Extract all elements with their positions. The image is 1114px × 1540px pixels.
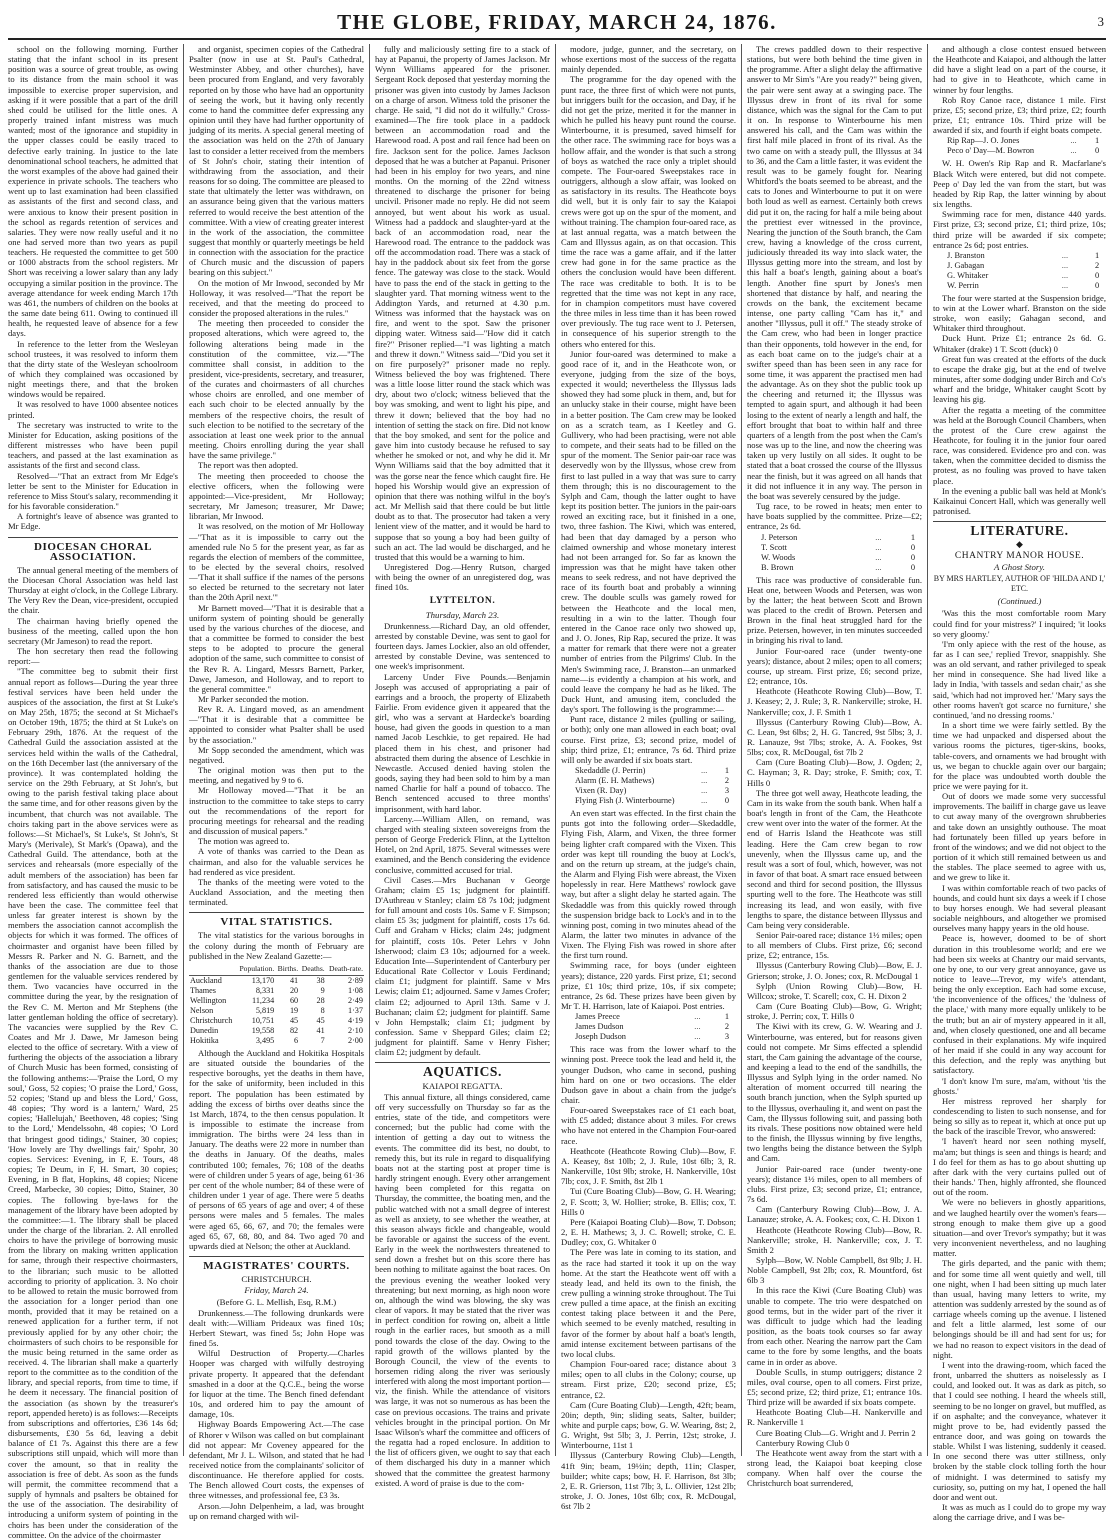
paragraph: Four-oared Sweepstakes race of £1 each boat, with £5 added; distance about 3 miles. For crews who have not entered in the Champion Four-oared race. <box>561 1105 736 1146</box>
paragraph: Drunkenness.—Richard Day, an old offender, arrested by constable Devine, was sent to gaol for fourteen days. James Lockier, also an old offender, arrested by constable Devine, was sentenced to one week's imprisonment. <box>375 620 550 672</box>
paragraph: The motion was agreed to. <box>198 836 290 847</box>
paragraph: Heathcote (Heathcote Rowing Club)—Bow, F. A. Keasey, 8st 10lb; 2, J. Rule, 10st 6lb; 3, R. Nankerville, 10st 9lb; stroke, H. Nankerville, 10st 7lb; cox, J. F. Smith, 8st 2lb 1 <box>561 1145 736 1187</box>
paragraph: and organist, specimen copies of the Cathedral Psalter (now in use at St. Paul's Cathedral, Westminster Abbey, and other churches), have been procured from England, and very favorably reported on by those who have had an opportunity of seeing the work, but it having only recently come to hand the committee defer expressing any opinion until they have had further opportunity of judging of its merits. A special general meeting of the association was held on the 27th of January last to consider a letter received from the members of St John's choir, stating their intention of withdrawing from the association, and their reasons for so doing. The committee are pleased to state that ultimately the letter was withdrawn, on an assurance being given that the various matters referred to would receive the best attention of the committee. With a view of creating greater interest in the work of the association, the committee suggest that monthly or quarterly meetings be held in connection with the association for the practice of Church music and the discussion of papers bearing on this subject." <box>189 44 364 278</box>
paragraph: Duck Hunt. Prize £1; entrance 2s 6d. G. Whitaker (drake) 1 T. Scott (duck) 0 <box>933 333 1106 354</box>
masthead-rule <box>8 38 1106 40</box>
paragraph: Civil Cases.—Mrs Buchanan v George Graham; claim £5 1s; judgment for plaintiff. D'Authreau v Stanley; claim £8 7s 10d; judgment for full amount and costs 10s. Same v F. Simpson; claim £5 3s; judgment for plaintiff, costs 17s 6d. Cuff and Graham v Hicks; claim 24s; judgment for plaintiff, costs 10s. Peter Lehrs v John Isherwood; claim £3 10s; adjourned for a week. Education Inte—Superintendent of Canterbury per Educational Rate Collector v Louis Ferdinand; claim £1; judgment for plaintiff. Same v Mrs Lewis; claim £1; adjourned. Same v James Crofer; claim £2; adjourned to April 13th. Same v J. Buchanan; claim £2; judgment for plaintiff. Same v John Hempstalk; claim £1; judgment by confession. Same v Sheppard Giles; claim £2; judgment for plaintiff. Same v Henry Fisher; claim £2; judgment by default. <box>375 874 550 1058</box>
paragraph: The Kiwi with its crew, G. W. Wearing and J. Winterbourne, was entered, but for reasons given could not compete. Mr Sims effected a splendid start, the Cam gaining the advantage of the course, and keeping a lead to the end of the sandhills, the Illyssus and Sylph lying in the order named. No alteration of moment occurred till nearing the south branch junction, when the Sylph spurted up to the Illyssus, overhauling it, and went on past the Cam, the Illyssus following suit, and passing both its rivals. These positions now obtained were held to the finish, the Illyssus winning by five lengths, two lengths being the distance between the Sylph and Cam. <box>747 1021 922 1164</box>
leader-dots: ... <box>1061 260 1069 270</box>
table-cell: 2·00 <box>347 1035 363 1045</box>
table-cell: 20 <box>289 985 299 995</box>
section-rule <box>189 912 364 913</box>
paragraph: Tug race, to be rowed in heats; men enter to have boats supplied by the committee. Prize—£2; entrance, 2s 6d. <box>747 501 922 532</box>
table-cell: 8 <box>320 1005 325 1015</box>
paragraph: Mr Holloway moved—"That it be an instruction to the committee to take steps to carry out the recommendations of the report for procuring meetings for rehearsal and the reading and discussion of musical papers." <box>189 785 364 837</box>
paragraph: Arson.—John Delpenheim, a lad, was brought up on remand charged with wil- <box>189 1500 364 1521</box>
result-entrant: Flying Fish (J. Winterbourne) <box>575 796 675 806</box>
paragraph: The original motion was then put to the meeting, and negatived by 9 to 6. <box>189 765 364 786</box>
paragraph: The programme for the day opened with the punt race, the three first of which were not punts, but inriggers built for the occasion, and Day, if he did not get the prize, merited it for the manner in which he pulled his heavy punt round the course. Winterbourne, it is presumed, saved himself for the other race. The swimming race for boys was a hollow affair, and the wonder is that such a strong of boys as watched the race only a triplet should compete. The Four-oared Sweepstakes race in outriggers, although a slow affair, was looked on as satisfactory in its results. The Heathcote boys did well, but it is only fair to say the Kaiapoi crews were got up on the spur of the moment, and without training. The champion four-oared race, as at last annual regatta, was a match between the Cam and Illyssus again, as on that occasion. This time the race was a game affair, and if the latter crew had gone in for the same practice as the others the conclusion would have been different. The race was creditable to both. It is to be regretted that the time was not kept in any race, for in champion competitors must have covered the three miles in less time than it has been rowed over previously. The tug race went to J. Petersen, in consequence of his superior strength to the others who entered for this. <box>561 74 736 349</box>
paragraph: Junior Pair-oared race (under twenty-one years); distance 1½ miles, open to all members of clubs. First prize, £3; second prize, £1; entrance, 7s 6d. <box>747 1163 922 1205</box>
table-cell: 1·08 <box>347 985 363 995</box>
paragraph: Illyssus (Canterbury Rowing Club)—Bow, A. C. Lean, 9st 6lbs; 2, H. G. Tancred, 9st 5lbs; 3, J. R. Lanauze, 9st 7lbs; stroke, A. A. Fookes, 9st 5lbs; cox, R. McDougal, 6st 7lb 2 <box>747 716 922 758</box>
result-entrant: James Preece <box>575 1012 620 1022</box>
paragraph: The hon secretary then read the following report:— <box>8 646 178 667</box>
paragraph: Sylph (Union Rowing Club)—Bow, H. Willcox; stroke, T. Scarell; cox, C. H. Dixon 2 <box>747 980 922 1001</box>
table-cell: 5,819 <box>255 1005 275 1015</box>
paragraph: Although the Auckland and Hokitika Hospitals are situated outside the boundaries of the respective boroughs, yet the deaths in them have, for the sake of uniformity, been included in this report. The population has been estimated by adding the excess of births over deaths since the 1st March, 1874, to the then census population. It is impossible to estimate the increase from immigration. The births were 24 less than in January. The deaths were 22 more in number than the deaths in January. Of the deaths, males contributed 100; females, 76; 108 of the deaths were of children under 5 years of age, being 61·36 per cent of the whole number; 84 of these were of children under 1 year of age. There were 5 deaths of persons of 65 years of age and over; 4 of these persons were males and 5 females. The males were aged 65, 66, 67, and 70; the females were aged 65, 67, 68, 80, and 84. Two aged 70 and upwards died at Nelson; the other at Auckland. <box>189 1047 364 1251</box>
regatta-end-text-b <box>933 158 1106 249</box>
results-men-swim <box>947 251 1099 291</box>
table-cell: 82 <box>289 1025 299 1035</box>
school-committee-text <box>8 44 178 532</box>
paragraph: 'I'm only apiece with the rest of the house, as far as I can see,' replied Trevor, snappishly. She was an old servant, and rather privileged to speak her mind in consequence. She had lived like a lady in India, 'with tassels and sedan chair,' as she said, 'which had not improved her.' 'Mary says the other rooms haven't got scarce no furniture,' she continued, 'and no dressing rooms.' <box>933 638 1106 720</box>
courts-text <box>189 1308 364 1521</box>
paragraph: A vote of thanks was carried to the Dean as chairman, and also for the valuable services he had rendered as vice president. <box>189 846 364 877</box>
story-text <box>933 608 1106 1522</box>
paragraph: Larceny.—William Allen, on remand, was charged with stealing sixteen sovereigns from the person of George Frederick Flinn, at the Lyttelton Hotel, on 2nd April, 1875. Several witnesses were examined, and the Bench considering the evidence conclusive, committed accused for trial. <box>375 813 550 875</box>
column-5 <box>747 44 922 1489</box>
paragraph: A fortnight's leave of absence was granted to Mr Edge. <box>8 511 178 532</box>
results-punt-race <box>575 766 729 806</box>
table-cell: 2·49 <box>347 995 363 1005</box>
paragraph: Drunkenness.—The following drunkards were dealt with:—William Prideaux was fined 10s; Herbert Stewart, was fined 5s; John Hope was fined 5s. <box>189 1307 364 1349</box>
table-cell: 6 <box>294 1035 299 1045</box>
leader-dots: ... <box>875 532 882 542</box>
table-cell: 41 <box>289 975 299 985</box>
result-place: 1 <box>1095 136 1100 146</box>
section-rule <box>8 537 178 538</box>
result-row <box>575 1012 729 1022</box>
leader-dots: ... <box>875 542 882 552</box>
result-entrant: W. Perrin <box>947 280 979 290</box>
result-place: 1 <box>910 532 915 542</box>
paragraph: The three got well away, Heathcote leading, the Cam in its wake from the south bank. When half a boat's length in front of the Cam, the Heathcote crew went over into the water of the former. At the end of Harris Island the Heathcote was still leading. Here the Cam crew began to row unevenly, when the Illyssus came up, and the result was a sort of foul, which, however, was not in favor of that boat. A smart race ensued between second and third for second position, the Illyssus spurting well to the fore. The Heathcote was still increasing its lead, and won easily, with five lengths to spare, the distance between Illyssus and Cam being very considerable. <box>747 787 922 930</box>
paragraph: The meeting then proceeded to choose the elective officers, when the following were appointed:—Vice-president, Mr Holloway; secretary, Mr Jameson; treasurer, Mr Dawe; librarian, Mr Inwood. <box>189 470 364 522</box>
result-entrant: G. Whitaker <box>947 270 989 280</box>
regatta-end-text-c <box>933 293 1106 516</box>
table-cell: 2·10 <box>347 1025 363 1035</box>
regatta-text-c <box>561 1044 736 1511</box>
table-header <box>189 963 236 976</box>
result-row <box>575 766 729 776</box>
result-row <box>575 776 729 786</box>
table-cell: 2·89 <box>347 975 363 985</box>
table-row <box>189 1026 364 1036</box>
table-cell: 60 <box>289 995 299 1005</box>
paragraph: Canterbury Rowing Club 0 <box>756 1437 850 1448</box>
section-heading-choral: DIOCESAN CHORAL ASSOCIATION. <box>33 540 153 563</box>
result-entrant: T. Scott <box>761 542 787 552</box>
paragraph: The secretary was instructed to write to the Minister for Education, asking positions of the different mistresses who have been pupil teachers, and passed at the last examination as assistants of the first and second class. <box>8 419 178 471</box>
column-divider <box>927 44 928 1456</box>
column-4 <box>561 44 736 1512</box>
table-cell: Wellington <box>190 995 227 1005</box>
paragraph: The Pere was late in coming to its station, and as the race had started it took it up on the way home. At the start the Heathcote went off with a steady lead, and held its own to the finish, the crew pulling a winning stroke throughout. The Tui crew pulled a time apace, at the finish an exciting contest taking place between it and the Pere, which seemed to be evenly matched, resulting in favor of the former by about half a boat's length, amid intense excitement between partisans of the two local clubs. <box>561 1247 736 1359</box>
result-entrant: J. Gabagan <box>947 260 985 270</box>
regatta-end-text <box>933 44 1106 135</box>
table-cell: Christchurch <box>190 1015 233 1025</box>
paragraph: The report was then adopted. <box>198 460 298 471</box>
section-rule <box>189 1256 364 1257</box>
section-heading-vital: VITAL STATISTICS. <box>220 916 333 929</box>
table-cell: Auckland <box>190 975 222 985</box>
leader-dots: ... <box>701 796 708 806</box>
column-divider <box>369 44 370 1456</box>
paragraph: An even start was effected. In the first chain the punts got into the following order—Skedaddle, Flying Fish, Alarm, and Vixen, the three former being lighter craft compared with the Vixen. This order was kept till rounding the buoy at Lock's, and on the return up stream, at the judge's chain, the Alarm and Flying Fish were abreast, the Vixen hopelessly in rear. Here Matthews' rowlock gave way, but after a slight delay he started again. The Skedaddle was from this quickly rowed through the suspension bridge back to Lock's and in to the winning post, coming in two minutes ahead of the Alarm, the latter two minutes in advance of the Vixen. The Flying Fish was rowed in shore after the first turn round. <box>561 808 736 961</box>
paragraph: Cam (Cure Boating Club)—Bow, J. Ogden; 2, C. Hayman; 3, R. Day; stroke, F. Smith; cox, T. Hills 0 <box>747 757 922 788</box>
paragraph: In a short time we were fairly settled. By the time we had unpacked and dispersed about the various rooms the pictures, tiger-skins, books, table-covers, and ornaments we had brought with us, we began to chuckle again over our bargain; for the place was undoubted worth double the price we were paying for it. <box>933 720 1106 791</box>
results-tug-race <box>761 533 915 573</box>
page-number: 3 <box>1097 14 1104 29</box>
vital-statistics-text <box>189 1048 364 1251</box>
result-row <box>575 1022 729 1032</box>
paragraph: In reference to the letter from the Wesleyan school trustees, it was resolved to inform them that the dirty state of the Wesleyan schoolroom of which they complained was occasioned by night meetings there, and that the broken windows would be repaired. <box>8 338 178 400</box>
leader-dots: ... <box>1061 270 1069 280</box>
table-cell: 4·19 <box>347 1015 363 1025</box>
paragraph: Junior four-oared was determined to make a good race of it, and in the Heathcote won, or everyone, judging from the size of the boys, expected it would; nevertheless the Illyssus lads showed they had some pluck in them, and, but for an unlucky stake in their course, might have been in a better position. The Cam crew may be looked on as a scratch team, as I Keetley and G. Gullivery, who had been practising, were not able to compete, and their seats had to be filled on the spur of the moment. The Senior pair-oar race was deservedly won by the Illyssus, whose crew from first to last pulled in a way that was sure to carry them through; this is no discouragement to the Sylph and Cam, though the latter ought to have kept its position better. The juniors in the pair-oars rowed an exciting race, but it finished in a one, two, three fashion. The Kiwi, which was entered, had been that day damaged by a person who claimed ownership and whose monetary interest had not been arranged for. So far as known the impression was that he might have taken other means to seek redress, and not have deprived the race of its fourth boat and probably a winning crew. The double sculls was gamely rowed for between the Heathcote and the local men, resulting in a win to the latter. Though four entered in the Canoe race only two showed up, and J. O. Jones, Rip Rap, secured the prize. It was a matter for remark that there were not a greater number of entries from the Pilgrims' Club. In the Men's Swimming race, J. Branston—an unmarked name—is evidently a champion at his work, and could leave the company he had as he liked. The Duck Hunt, and amusing item, concluded the day's sport. The following is the programme:— <box>561 348 736 715</box>
result-row <box>947 136 1099 146</box>
aquatics-text <box>375 1092 550 1488</box>
table-cell: 45 <box>316 1015 325 1025</box>
table-cell: 13,170 <box>251 975 275 985</box>
paragraph: Mr Sopp seconded the amendment, which was negatived. <box>189 744 364 765</box>
paragraph: W. H. Owen's Rip Rap and R. Macfarlane's Black Witch were entered, but did not compete. Peep o' Day led the van from the start, but was headed by Rip Rap, the latter winning by about six lengths. <box>933 158 1106 210</box>
result-row <box>947 261 1099 271</box>
result-row <box>575 796 729 806</box>
result-entrant: James Dudson <box>575 1022 624 1032</box>
paragraph: Illyssus (Canterbury Rowing Club)—Bow, E. J. Grierson; stroke, J. O. Jones; cox, R. McDougal 1 <box>747 960 922 981</box>
paragraph: Her mistress reproved her sharply for condescending to listen to such nonsense, and for being so silly as to repeat it, which at once put up the back of the irascible Trevor, who answered: <box>933 1095 1106 1137</box>
paragraph: Out of doors we made some very successful improvements. The bailiff in charge gave us leave to cut away many of the overgrown shrubberies and take down an unsightly outhouse. The moat had fortunately been filled up years before in front of the windows; and we did not object to the portion of it which still remained between us and the stables. The place seemed to agree with us, and we grew to like it. <box>933 791 1106 883</box>
result-place: 3 <box>724 1032 729 1042</box>
result-row <box>761 563 915 573</box>
table-header: Births. <box>275 963 299 976</box>
result-place: 0 <box>1095 280 1100 290</box>
leader-dots: ... <box>875 552 882 562</box>
paragraph: Pere (Kaiapoi Boating Club)—Bow, T. Dobson; 2, E. H. Mathews; 3, J. C. Rowell; stroke, C. E. Dudley; cox, G. Whitaker 0 <box>561 1216 736 1248</box>
paragraph: Cure Boating Club—G. Wright and J. Perrin 2 <box>756 1427 916 1438</box>
result-row <box>761 533 915 543</box>
leader-dots: ... <box>1061 250 1069 260</box>
paragraph: 'I don't know I'm sure, ma'am, without 'tis the ghosts.' <box>933 1075 1106 1096</box>
paragraph: The Heathcote went away from the start with a strong lead, the Kaiapoi boat keeping close company. When half over the course the Christchurch boat surrendered, <box>747 1447 922 1489</box>
paragraph: and although a close contest ensued between the Heathcote and Kaiapoi, and although the latter did have a slight lead on a part of the course, it had to give in to Heathcote, which came in winner by four lengths. <box>933 44 1106 95</box>
courts-date: Friday, March 24. <box>244 1285 309 1296</box>
regatta-results-text <box>747 575 922 1489</box>
paragraph: I went into the drawing-room, which faced the front, unbarred the shutters as noiselessly as I could, and looked out. It was as dark as pitch, so that I could see nothing. I heard the wheels still, seeming to be no longer on gravel, but muffled, as if on asphalte; and the conveyance, whatever it might prove to be, had evidently passed the entrance door, and was going on towards the stable. Whilst I was listening, suddenly it ceased. In one second there was utter stillness, only broken by the stable clock tolling forth the hour of midnight. I was determined to satisfy my curiosity, so, putting on my hat, I opened the hall door and went out. <box>933 1359 1106 1502</box>
paragraph: Heathcote (Heathcote Rowing Club)—Bow, R. Nankerville; stroke, H. Nankerville; cox, J. T. Smith 2 <box>747 1224 922 1255</box>
table-cell: 1·37 <box>347 1005 363 1015</box>
paragraph: The four were started at the Suspension bridge, to win at the Lower wharf. Branston on the side stroke, won easily; Gahagan second, and Whitaker third throughout. <box>933 292 1106 334</box>
table-cell: Thames <box>190 985 216 995</box>
paragraph: Mr Parker seconded the motion. <box>198 694 309 704</box>
column-divider <box>183 44 184 1456</box>
table-cell: 9 <box>320 985 325 995</box>
result-place: 0 <box>910 552 915 562</box>
table-cell: 3,495 <box>255 1035 275 1045</box>
result-entrant: Alarm (E. H. Mathews) <box>575 776 655 786</box>
table-header: Death-rate. <box>326 963 364 976</box>
paragraph: Sylph—Bow, W. Noble Campbell, 8st 9lb; J. H. Noble Campbell, 9st 2lb; cox, R. Mountford, 6st 6lb 3 <box>747 1254 922 1286</box>
champion-race-text <box>747 44 922 532</box>
story-continued: (Continued.) <box>997 596 1042 607</box>
story-byline: BY MRS HARTLEY, AUTHOR OF 'HILDA AND I,' ETC. <box>933 573 1106 594</box>
table-header: Deaths. <box>299 963 326 976</box>
table-cell: 19 <box>289 1005 299 1015</box>
paragraph: The chairman having briefly opened the business of the meeting, called upon the hon secretary (Mr Jameson) to read the report. <box>8 615 178 646</box>
column-divider <box>555 44 556 1456</box>
table-cell: Hokitika <box>190 1035 219 1045</box>
paragraph: Wilful Destruction of Property.—Charles Hooper was charged with wilfully destroying private property. It appeared that the defendant smashed in a door at the Q.C.E., being the worse for liquor at the time. The Bench fined defendant 10s, and ordered him to pay the amount of damage, 10s. <box>189 1348 364 1420</box>
choral-association-continued <box>189 44 364 907</box>
table-row <box>189 975 364 986</box>
result-place: 0 <box>1095 146 1100 156</box>
paragraph: Highway Boards Empowering Act.—The case of Rhorer v Wilson was called on but complainant did not appear: Mr Coveney appeared for the defendant, Mr J. L. Wilson, and stated that he had received notice from the complainants' solicitor of discontinuance. He therefore applied for costs. The Bench allowed Court costs, the expenses of three witnesses, and professional fee, £3 3s. <box>189 1419 364 1501</box>
paragraph: Cam (Cure Boating Club)—Bow, G. Wright; stroke, J. Perrin; cox, T. Hills 0 <box>747 1001 922 1022</box>
result-place: 1 <box>1095 250 1100 260</box>
paragraph: This race was productive of considerable fun. Heat one, between Woods and Petersen, was won by the latter; the heat between Scott and Brown was placed to the credit of Brown. Petersen and Brown in the final heat struggled hard for the prize. Petersen, however, in ten minutes succeeded in bringing his rival to land. <box>747 574 922 646</box>
paragraph: Rob Roy Canoe race, distance 1 mile. First prize, £5; second prize, £3; third prize, £2; fourth prize, £1; entrance 10s. Third prize will be awarded if six, and fourth if eight boats compete. <box>933 94 1106 136</box>
leader-dots: ... <box>694 1022 701 1032</box>
leader-dots: ... <box>694 1012 701 1022</box>
leader-dots: ... <box>875 562 882 572</box>
paragraph: Heathcote Boating Club—H. Nankerville and R. Nankerville 1 <box>747 1407 922 1428</box>
result-entrant: W. Woods <box>761 552 796 562</box>
paragraph: Senior Pair-oared race; distance 1½ miles; open to all members of Clubs. First prize, £6; second prize, £2; entrance, 15s. <box>747 929 922 961</box>
paragraph: We were no believers in ghostly apparitions, and we laughed heartily over the women's fears—strong enough to make them give up a good situation—and over Trevor's sympathy; but it was very inconvenient nevertheless, and no laughing matter. <box>933 1197 1106 1259</box>
paragraph: The girls departed, and the panic with them; and for some time all went quietly and well, till one night, when I had been sitting up much later than usual, having many letters to write, my attention was suddenly arrested by the sound as of carriage wheels coming up the avenue. I listened and felt a little alarmed, lest some of our belongings should be ill and had sent for us; for we had no reason to expect visitors in the dead of night. <box>933 1258 1106 1360</box>
result-entrant: Rip Rap—J. O. Jones <box>947 136 1020 146</box>
leader-dots: ... <box>1070 146 1077 156</box>
paragraph: Peace is, however, doomed to be of short duration in this troublesome world; and ere we had been six weeks at Chantry our maid servants, one by one, to our very great annoyance, gave us notice to leave—Trevor, my wife's attendant, being the only exception. Each had some excuse, 'the inconvenience of the offices,' the 'dulness of the place,' with many more equally unlikely to be the truth; but an air of mystery appeared in it all, and, when closely questioned, one and all became confused in their explanations. My wife inquired of her maid if she could in any way account for this defection, and the reply was anything but satisfactory. <box>933 933 1106 1076</box>
column-divider <box>741 44 742 1456</box>
paragraph: "The committee beg to submit their first annual report as follows—During the year three festival services have been held under the auspices of the association, the first at St Luke's on May 25th, 1875; the second at St Michael's on October 19th, 1875; the third at St Luke's on February 29th, 1876. At the request of the Cathedral Guild the association assisted at the services held within the walls of the Cathedral, on the 16th December last (the anniversary of the province). It was contemplated holding the service on the 29th February, at St John's, but owing to the parish festival taking place about the same time, and for other reasons given by the incumbent, that church was not available. The choirs taking part in the above services were as follows:—St Michael's, St Luke's, St John's, St Mary's (Merivale), St Mark's (Opawa), and the Cathedral Guild. The attendance, both at the services and rehearsals (more especially of the adult members of the association) has been far from satisfactory, and has caused the music to be rendered less efficiently than would otherwise have been the case. The committee feel that unless far greater interest is shown by the members the association cannot accomplish the objects for which it was formed. The offices of choirmaster and organist have been filled by Messrs R. Parker and N. G. Barnett, and the thanks of the association are due to those gentlemen for the valuable services rendered by them. Two vacancies have occurred in the committee during the year, by the resignation of the Rev C. M. Merton and Mr Stephens (the latter gentleman holding the office of secretary). The vacancies were supplied by the Rev C. Coates and Mr J. Dawe, Mr Jameson being elected to the office of secretary. With a view of furthering the objects of the association a library of Church Music has been formed, consisting of the following anthems:—'Praise the Lord, O my soul,' Goss, 52 copies; 'O praise the Lord,' Goss, 52 copies; 'Stand up and bless the Lord,' Goss, 48 copies; 'Thy word is a lantern,' Ward, 25 copies; 'Hallelujah,' Beethoven, 48 copies; 'Sing to the Lord,' Mendelssohn, 48 copies; 'O Lord that bringest good tidings,' Stainer, 30 copies; 'How lovely are Thy dwellings fair,' Spohr, 30 copies. Services: Evening, in F, E. Tours, 48 copies; Te Deum, in F, H. Smart, 30 copies; Evening, in B flat, Hopkins, 48 copies; Nicene Creed, Marbecke, 30 copies; Ditto, Stainer, 30 copies. The following bye-laws for the management of the library have been adopted by the committee:—1. The library shall be placed under the charge of the librarian. 2. All enrolled choirs to have the privilege of borrowing music from the library on making written application for same, through their respective choirmasters, to the librarian; such music to be allotted according to priority of application. 3. No choir to be allowed to retain the music borrowed from the association for a longer period than one month, provided that it may be retained on a renewed application for a further term, if not previously applied for by any other choir; the choirmasters of such choirs to be responsible for the music being returned in the same order as received. 4. The librarian shall make a quarterly report to the committee as to the condition of the library, and special reports, from time to time, if he deem it necessary. The financial position of the association (as shown by the treasurer's report, appended hereto) is as follows:—Receipts from subscriptions and offertories, £36 14s 6d; disbursements, £30 5s 6d, leaving a debit balance of £1 7s. Against this there are a few subscriptions still unpaid, which will more than cover the amount, so that in reality the association is free of debt. As soon as the funds will permit, the committee recommend that a supply of hymnals and psalters be obtained for the use of the association. The desirability of introducing a uniform system of pointing in the choirs has been under the consideration of the committee. On the advice of the choirmaster <box>8 666 178 1540</box>
table-row <box>189 996 364 1006</box>
paragraph: In this race the Kiwi (Cure Boating Club) was unable to compete. The trio were despatched on good terms, but in the wider part of the river it was difficult to judge which had the leading position, as the boats took courses so far away from each other. Nearing the narrow part the Cam came to the fore by some lengths, and the boats came in in order as above. <box>747 1285 922 1367</box>
newspaper-title: THE GLOBE, FRIDAY, MARCH 24, 1876. <box>337 10 777 34</box>
result-row <box>761 543 915 553</box>
result-place: 2 <box>724 776 729 786</box>
result-place: 0 <box>910 562 915 572</box>
leader-dots: ... <box>1061 280 1069 290</box>
paragraph: In the evening a public ball was held at Monk's Kaikainui Concert Hall, which was generally well patronised. <box>933 485 1106 517</box>
ornament-diamond-icon: ◆ <box>1016 539 1023 550</box>
vital-intro: The vital statistics for the various boroughs in the colony during the month of February are published in the New Zealand Gazette:— <box>189 930 364 961</box>
result-entrant: J. Peterson <box>761 532 798 542</box>
newspaper-page <box>8 44 1106 1540</box>
section-rule <box>933 521 1106 522</box>
table-cell: 45 <box>289 1015 299 1025</box>
lyttelton-date: Thursday, March 23. <box>425 609 500 620</box>
result-place: 2 <box>724 1022 729 1032</box>
paragraph: Junior Four-oared race (under twenty-one years); distance, about 2 miles; open to all comers; course, up stream. First prize, £6; second prize, £2; entrance, 10s. <box>747 645 922 687</box>
result-place: 1 <box>724 1012 729 1022</box>
result-place: 0 <box>1095 270 1100 280</box>
results-boys-swim <box>575 1012 729 1042</box>
paragraph: Larceny Under Five Pounds.—Benjamin Joseph was accused of appropriating a pair of earrings and a brooch, the property of Elizabeth Fairlie. From evidence given it appeared that the girl, who was a servant at Hardecke's boarding house, had given the goods in question to a man named Jacob Leschkie, to get repaired. He had placed them in his chest, and prisoner had abstracted them during the absence of Leschkie in Newcastle. Accused denied having stolen the goods, saying they had been sold to him by a man named Charlie for half a pound of tobacco. The Bench sentenced accused to three months' imprisonment, with hard labor. <box>375 671 550 814</box>
paragraph: Mr Barnett moved—"That it is desirable that a uniform system of pointing should be generally used by the various churches of the diocese, and that a committee be formed to consider the best steps to be adopted to procure the general adoption of the same, such committee to consist of the Rev R. A. Lingard, Messrs Barnett, Parker, Dawe, Jameson, and Holloway, and to report to the general committee." <box>189 602 364 694</box>
arson-case-text <box>375 44 550 592</box>
result-entrant: Peco o' Day—M. Bowron <box>947 146 1035 156</box>
section-heading-aquatics: AQUATICS. <box>422 1064 503 1080</box>
paragraph: Swimming race for men, distance 440 yards. First prize, £3; second prize, £1; third prize, 10s; third prize will be awarded if six compete; entrance 2s 6d; post entries. <box>933 209 1106 250</box>
result-entrant: J. Branston <box>947 250 985 260</box>
table-cell: 8,331 <box>255 985 275 995</box>
result-row <box>761 553 915 563</box>
table-cell: 7 <box>320 1035 325 1045</box>
result-place: 3 <box>724 786 729 796</box>
paragraph: 'I haven't heard nor seen nothing myself, ma'am; but things is seen and things is heard; and I do feel for them as has to go about shutting up after dark with the very curtains pulled out of their hands.' Then, highly affronted, she flounced out of the room. <box>933 1136 1106 1198</box>
regatta-text-b <box>561 808 736 1011</box>
result-entrant: B. Brown <box>761 562 794 572</box>
table-cell: 28 <box>316 995 325 1005</box>
story-subtitle: A Ghost Story. <box>994 561 1045 572</box>
result-row <box>947 281 1099 291</box>
paragraph: The annual general meeting of the members of the Diocesan Choral Association was held last Thursday at eight o'clock, in the College Library. The Very Rev the Dean, vice-president, occupied the chair. <box>8 564 178 616</box>
paragraph: Great fun was created at the efforts of the duck to escape the drake gig, but at the end of twelve minutes, after some dodging under Birch and Co's wharf and the bridge, Whitaker caught Scott by leaving his gig. <box>933 353 1106 405</box>
paragraph: 'Was this the most comfortable room Mary could find for your mistress?' I inquired; 'it looks so very gloomy.' <box>933 608 1106 639</box>
paragraph: school on the following morning. Further stating that the infant school in its present position was a source of great trouble, as owing to its distance from the main school it was impossible to exercise proper supervision, and asking if it were possible that a part of the drill shed could be utilised for the little ones. A properly trained infant mistress was much wanted; most of the ignorance and stupidity in the upper classes could be easily traced to defective early training. In justice to the late denominational school teachers, he admitted that the worst examples of the above had gained their experience in private schools. The teachers who went up to last examination had been classified as assistants of the first and second class, and were anxious to know their present position in the school as regards retention of services and salaries. They were now really useful and it no one had served more than two years as pupil teachers. He requested the committee to get 500 or 1000 abstracts from the school registers. Mr Short was receiving a lower salary than any lady occupying a similar position in the province. The average attendance for week ending March 17th was 461, the numbers of children on the books at the same date being 611. Owing to continued ill health, he requested leave of absence for a few days. <box>8 44 178 339</box>
result-row <box>575 1032 729 1042</box>
paragraph: Punt race, distance 2 miles (pulling or sailing, or both); only one man allowed in each boat; oval course. First prize, £3; second prize, model of ship; third prize, £1; entrance, 7s 6d. Third prize will only be awarded if six boats start. <box>561 714 736 765</box>
section-heading-courts: MAGISTRATES' COURTS. <box>203 1260 350 1273</box>
paragraph: After the regatta a meeting of the committee was held at the Borough Council Chambers, when the protest of the Cure crew against the Heathcote, for fouling it in the junior four oared race, was considered. Evidence pro and con. was taken, when the committee decided to dismiss the protest, as no fouling was proved to have taken place. <box>933 404 1106 486</box>
leader-dots: ... <box>701 766 708 776</box>
aquatics-subheading: KAIAPOI REGATTA. <box>422 1080 503 1091</box>
results-canoe-race <box>947 136 1099 156</box>
paragraph: Illyssus (Canterbury Rowing Club)—Length, 41ft 9in; beam, 19½in; depth, 11in; Clasper, builder; white caps; bow, H. F. Harrison, 8st 3lb; 2, E. R. Grierson, 11st 7lb; 3, L. Ollivier, 12st 2lb; stroke, J. O. Jones, 10st 6lb; cox, R. McDougal, 6st 7lb 2 <box>561 1450 736 1512</box>
paragraph: This annual fixture, all things considered, came off very successfully on Thursday so far as the entries, state of the tide, and competitors were concerned; but the public had come with the intention of getting a day out to witness the events. The committee did its best, no doubt, to remedy this, but its rule in regard to disqualifying boats not at the starting post at proper time is hardly stringent enough. Every other arrangement having been completed for this regatta on Thursday, the committee, the boating men, and the public watched with not a small degree of interest as well as anxiety, to see whether the weather, at this season always fickle and changeable, would be favorable or against the success of the event. Early in the week the northwesters threatened to send down a freshet but on this score there has been nothing to militate against the boat races. On the previous evening the weather looked very threatening; but next morning, as high noon wore on, although the wind was blowing, the sky was clear of vapors. It may be stated that the river was in perfect condition for rowing on, albeit a little rough in the earlier races, but smooth as a mill pond towards the close of the day. Owing to the rapid growth of the willows planted by the Borough Council, the view of the events to horsemen riding along the river was seriously interfered with along the most important portion—viz, the finish. While the attendance of visitors was large, it was not so numerous as has been the case on previous occasions. The trains and private vehicles brought in the principal portion. On Mr Isaac Wilson's wharf the committee and officers of the regatta had a roped enclosure. In addition to the list of officers given, we ought to say that each of them discharged his duty in a manner which showed that the committee the greatest harmony existed. A word of praise is due to the com- <box>375 1091 550 1488</box>
paragraph: It was as much as I could do to grope my way along the carriage drive, and I was be- <box>933 1502 1106 1523</box>
table-row <box>189 1036 364 1046</box>
paragraph: It was resolved to have 1000 absentee notices printed. <box>8 399 178 420</box>
paragraph: fully and maliciously setting fire to a stack of hay at Papanui, the property of James Jackson. Mr Wynn Williams appeared for the prisoner. Sergeant Rock deposed that yesterday morning the prisoner was given into custody by James Jackson on a charge of arson. Witness told the prisoner the charge. He said, "I did not do it wilfully." Cross-examined—The fire took place in a paddock between an accommodation road and the Harewood road. A post and rail fence had been on fire. Jackson sent for the police. James Jackson deposed that he was a butcher at Papanui. Prisoner had been in his employ for two years, and nine months. On the morning of the 22nd witness threatened to discharge the prisoner for being uncivil. Prisoner made no reply. He did not seem annoyed, but went about his work as usual. Witness had a paddock and slaughter-yard at the back of an accommodation road, near the Harewood road. The entrance to the paddock was off the accommodation road. There was a stack of hay in the paddock about six feet from the gorse fence. The gateway was close to the stack. Would have to pass the end of the stack in getting to the slaughter yard. That morning witness went to the Addington Yards, and returned at 4.30 p.m. Witness was informed that the haystack was on fire, and went to the spot. Saw the prisoner dipping water. Witness said—"How did it catch fire?" Prisoner replied—"I was lighting a match and threw it down." Witness said—"Did you set it on fire purposely?" prisoner made no reply. Witness believed the boy was frightened. There was a little loose litter round the stack which was dry, about two o'clock; witness believed that the boy was smoking, and went to light his pipe, and threw it down; believed that the boy had no intention of setting the stack on fire. Did not know that the boy smoked, and sent for the police and gave him into custody because he refused to say whether he smoked or not, and why he did it. Mr Wynn Williams said that the boy admitted that it was the gorse near the fence which caught fire. He hoped his Worship would give an expression of opinion that there was nothing wilful in the boy's act. Mr Mellish said that there could be but little doubt as to that. The prosecutor had taken a very lenient view of the matter, and it would be hard to suppose that so young a boy had been guilty of such an act. The lad would be discharged, and he trusted that this would be a warning to him. <box>375 44 550 562</box>
result-place: 0 <box>724 796 729 806</box>
table-header: Population. <box>236 963 275 976</box>
column-3 <box>375 44 550 1488</box>
table-row <box>189 986 364 996</box>
result-entrant: Joseph Dudson <box>575 1032 626 1042</box>
paragraph: The thanks of the meeting were voted to the Auckland Association, and the meeting then terminated. <box>189 876 364 908</box>
paragraph: Cam (Canterbury Rowing Club)—Bow, J. A. Lanauze; stroke, A. A. Fookes; cox, C. H. Dixon 1 <box>747 1204 922 1225</box>
result-entrant: Skedaddle (J. Perrin) <box>575 766 646 776</box>
vital-statistics-table <box>189 963 364 1046</box>
paragraph: This race was from the lower wharf to the winning post. Preece took the lead and held it, the younger Dudson, who came in second, pushing him hard on one or two occasions. The elder Dudson gave in about a chain from the judge's chair. <box>561 1044 736 1105</box>
leader-dots: ... <box>1070 136 1077 146</box>
result-row <box>947 271 1099 281</box>
table-cell: 38 <box>316 975 325 985</box>
result-place: 2 <box>1095 260 1100 270</box>
table-cell: 10,751 <box>251 1015 275 1025</box>
table-cell: Dunedin <box>190 1025 219 1035</box>
column-2 <box>189 44 364 1521</box>
paragraph: modore, judge, gunner, and the secretary, on whose exertions most of the success of the regatta mainly depended. <box>561 44 736 75</box>
table-row <box>189 1006 364 1016</box>
table-cell: 19,558 <box>251 1025 275 1035</box>
result-entrant: Vixen (R. Day) <box>575 786 627 796</box>
choral-association-text <box>8 565 178 1540</box>
regatta-text <box>561 44 736 765</box>
section-rule <box>375 1062 550 1063</box>
paragraph: I was within comfortable reach of two packs of hounds, and could hunt six days a week if I chose to buy horses enough. We had several pleasant sociable neighbours, and altogether we promised ourselves many happy years in the old house. <box>933 882 1106 934</box>
courts-place: CHRISTCHURCH. <box>241 1274 312 1285</box>
table-cell: 11,234 <box>252 995 275 1005</box>
column-1 <box>8 44 178 1540</box>
result-row <box>947 251 1099 261</box>
section-heading-literature: LITERATURE. <box>970 523 1069 539</box>
result-row <box>947 146 1099 156</box>
paragraph: Resolved—"That an extract from Mr Edge's letter be sent to the Minister for Education in reference to Miss Stout's salary, recommending it for his favorable consideration." <box>8 470 178 512</box>
section-heading-lyttelton: LYTTELTON. <box>429 596 496 607</box>
story-title: CHANTRY MANOR HOUSE. <box>954 550 1085 561</box>
leader-dots: ... <box>694 1032 701 1042</box>
paragraph: Unregistered Dog.—Henry Rutson, charged with being the owner of an unregistered dog, was fined 10s. <box>375 561 550 593</box>
paragraph: Cam (Cure Boating Club)—Length, 42ft; beam, 20in; depth, 9in; sliding seats, Salter, builder; white and purple caps; bow, G. W. Wearing, 8st; 2, G. Wright, 9st 5lb; 3, J. Perrin, 12st; stroke, J. Winterbourne, 11st 1 <box>561 1399 736 1451</box>
result-place: 1 <box>724 766 729 776</box>
masthead <box>0 0 1114 40</box>
paragraph: Champion Four-oared race; distance about 3 miles; open to all clubs in the Colony; course, up stream. First prize, £20; second prize, £5; entrance, £2. <box>561 1359 736 1400</box>
column-6 <box>933 44 1106 1523</box>
paragraph: Tui (Cure Boating Club)—Bow, G. H. Wearing; 2, F. Scott; 3, W. Hollier; stroke, B. Ellis; cox, T. Hills 0 <box>561 1186 736 1217</box>
courts-bench: (Before G. L. Mellish, Esq, R.M.) <box>216 1296 337 1307</box>
table-row <box>189 1016 364 1026</box>
paragraph: On the motion of Mr Inwood, seconded by Mr Holloway, it was resolved—"That the report be received, and that the meeting do proceed to consider the proposed alterations in the rules." <box>189 277 364 319</box>
paragraph: Swimming race, for boys (under eighteen years); distance, 220 yards. First prize, £1; second prize, £1 10s; third prize, 10s, if six compete; entrance, 2s 6d. These prizes have been given by Mr T. H. Harrison, late of Kaiapoi. Post entries. <box>561 960 736 1012</box>
table-cell: Nelson <box>190 1005 214 1015</box>
lyttelton-text <box>375 621 550 1058</box>
result-row <box>575 786 729 796</box>
table-cell: 41 <box>316 1025 325 1035</box>
leader-dots: ... <box>701 786 708 796</box>
paragraph: The crews paddled down to their respective stations, but were both behind the time given in the programme. After a slight delay the affirmative answer to Mr Sim's "Are you ready?" being given, the pair were sent away at a swinging pace. The Illyssus drew in front of its rival for some distance, which was the signal for the Cam to put it on. In response to Winterbourne his men answered his call, and the Cam was within the first half mile placed in front of its rival. As the two came on with a steady pull, the Illyssus at 34 to 36, and the Cam a little faster, it was evident the result was to be gamely fought for. Nearing Whitford's the boats seemed to be abreast, and the cats to Jones and Winterbourne to put it on were both loud as well as earnest. Certainly both crews did put it on, the racing for half a mile being about the prettiest ever witnessed in the province, Nearing the junction of the South branch, the Cam crew, having a knowledge of the cross current, judiciously threaded its way into slack water, the Illyssus getting more into the stream, and lost by this half a boat's length, gaining about a boat's length. Another fine spurt by Jones's men shortened that distance by half, and nearing the crowds on the bank, the excitement became intense, one party calling "Cam has it," and another "Illyssus, pull it off." The steady stroke of the Cam crew, who had been in longer practice than their opponents, told however in the end, for as each boat came on to the judge's chair at a swifter speed than has been seen in any race for some time, it was apparent the practised men had the advantage. As on they shot the public took up the cheering and returned it; the Illyssus was tempted to again spurt, and although it had been losing to the extent of nearly a length and half, the effort brought that boat to within half and three quarters of a length from the post when the Cam's nose was up to the line, and now the cheering was taken up very lustily on all sides. It ought to be stated that a boat crossed the course of the Illyssus near the finish, but it was agreed on all hands that it did not influence it in any way. The person in the boat was severely censured by the judge. <box>747 44 922 501</box>
paragraph: Double Sculls, in stump outriggers; distance 2 miles, oval course, open to all comers. First prize, £5; second prize, £2; third prize, £1; entrance 10s. Third prize will be awarded if six boats compete. <box>747 1366 922 1408</box>
leader-dots: ... <box>701 776 708 786</box>
paragraph: Heathcote (Heathcote Rowing Club)—Bow, T. J. Keasey; 2, J. Rule; 3, R. Nankerville; stroke, H. Nankerville; cox, J. F. Smith 1 <box>747 686 922 717</box>
result-place: 0 <box>910 542 915 552</box>
paragraph: It was resolved, on the motion of Mr Holloway—"That as it is impossible to carry out the amended rule No 5 for the present year, as far as regards the election of members of the committee, to be elected by the several choirs, resolved—'That it shall suffice if the names of the persons so elected be returned to the secretary not later than the 20th April next.'" <box>189 521 364 603</box>
paragraph: The meeting then proceeded to consider the proposed alterations, which were agreed to, the following alterations being made in the constitution of the committee, viz.—"The committee shall consist, in addition to the president, vice-presidents, secretary, and treasurer, of the curates and choirmasters of all churches whose choirs are enrolled, and one member of each such choir to be elected annually by the members of the respective choirs, the result of such election to be notified to the secretary of the association at least one week prior to the annual meeting. Choirs enrolling during the year shall have the same privilege." <box>189 318 364 461</box>
paragraph: Rev R. A. Lingard moved, as an amendment—"That it is desirable that a committee be appointed to consider what Psalter shall be used by the association." <box>189 704 364 745</box>
